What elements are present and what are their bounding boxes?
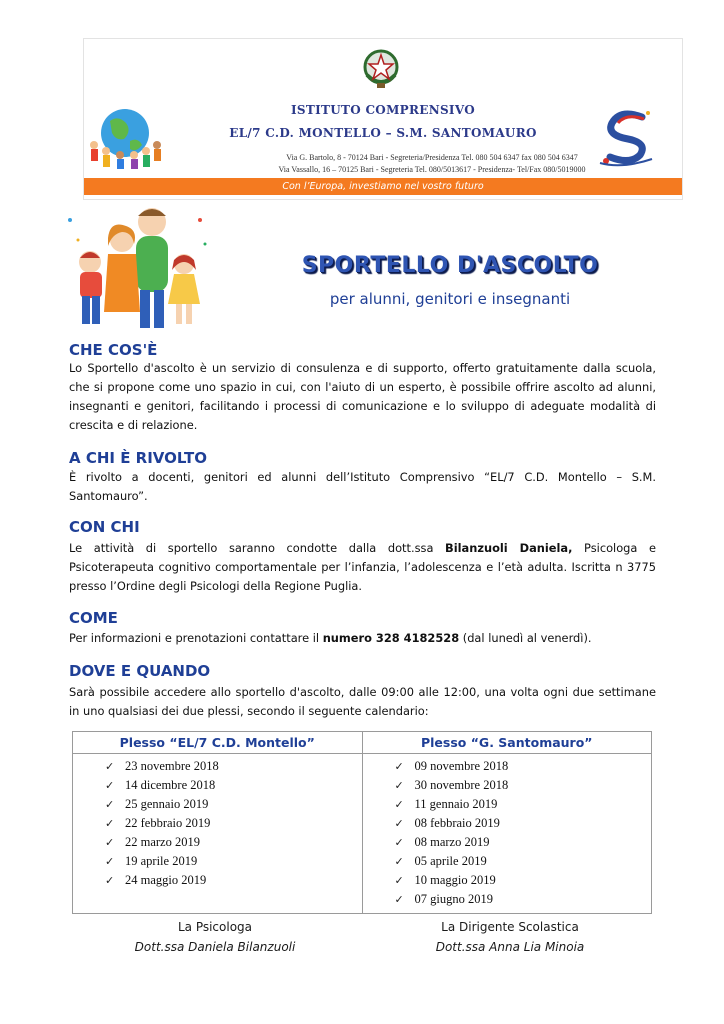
calendar-date-item [395,833,652,852]
calendar-date-item [105,795,362,814]
calendar-date: 30 novembre 2018 [414,778,509,792]
checkmark-icon: ✓ [394,817,404,830]
calendar-date-item [105,852,362,871]
text-come-part2: (dal lunedì al venerdì). [459,631,592,645]
calendar-date: 24 maggio 2019 [125,873,207,887]
page-title: SPORTELLO D'ASCOLTO [301,253,599,278]
checkmark-icon: ✓ [394,798,404,811]
calendar-date: 19 aprile 2019 [125,854,198,868]
checkmark-icon: ✓ [394,779,404,792]
calendar-header-santomauro: Plesso “G. Santomauro” [362,732,652,754]
text-con-chi [69,539,656,596]
heading-come: COME [69,609,118,627]
calendar-date: 08 febbraio 2019 [414,816,500,830]
text-a-chi: È rivolto a docenti, genitori ed alunni dell’Istituto Comprensivo “EL/7 C.D. Montello – S.M. Santomauro”. [69,470,656,503]
calendar-date: 11 gennaio 2019 [414,797,498,811]
calendar-date-item [105,757,362,776]
calendar-col-santomauro [362,754,652,914]
calendar-date: 23 novembre 2018 [125,759,219,773]
text-dove-quando: Sarà possibile accedere allo sportello d'ascolto, dalle 09:00 alle 12:00, una volta ogni due settimane in uno qualsiasi dei due plessi, secondo il seguente calendario: [69,685,656,718]
school-name-line1: ISTITUTO COMPRENSIVO [290,103,475,117]
heading-che-cose: CHE COS'È [69,341,158,359]
signature-left-role: La Psicologa [177,920,253,934]
text-con-chi-part1: Le attività di sportello saranno condotte dalla dott.ssa [69,541,446,555]
phone-number: numero 328 4182528 [322,631,460,645]
calendar-date-item [395,776,652,795]
address-line2: Via Vassallo, 16 – 70125 Bari - Segreteria Tel. 080/5013617 - Presidenza- Tel/Fax 080/5019000 [278,165,586,174]
address-line1: Via G. Bartolo, 8 - 70124 Bari - Segreteria/Presidenza Tel. 080 504 6347 fax 080 504 6347 [286,153,578,162]
letterhead [83,38,683,200]
checkmark-icon: ✓ [394,760,404,773]
montello-date-list [73,757,362,890]
text-come [69,629,656,648]
heading-dove-quando: DOVE E QUANDO [69,662,211,680]
checkmark-icon: ✓ [105,874,115,887]
checkmark-icon: ✓ [105,798,115,811]
checkmark-icon: ✓ [394,874,404,887]
signature-right-name: Dott.ssa Anna Lia Minoia [435,940,585,954]
family-illustration-icon [60,200,210,330]
calendar-date-item [395,814,652,833]
checkmark-icon: ✓ [105,779,115,792]
school-name-line2: EL/7 C.D. MONTELLO – S.M. SANTOMAURO [229,126,537,140]
psychologist-name: Bilanzuoli Daniela, [445,541,573,555]
calendar-header-montello: Plesso “EL/7 C.D. Montello” [73,732,363,754]
text-come-part1: Per informazioni e prenotazioni contattare il [69,631,323,645]
calendar-date-item [395,795,652,814]
calendar-date-item [105,871,362,890]
calendar-date-item [395,890,652,909]
calendar-date-item [395,871,652,890]
calendar-date-item [105,814,362,833]
calendar-date-item [395,852,652,871]
calendar-date-item [105,776,362,795]
calendar-date-item [105,833,362,852]
calendar-date: 10 maggio 2019 [414,873,496,887]
calendar-date: 05 aprile 2019 [414,854,487,868]
heading-con-chi: CON CHI [69,518,140,536]
checkmark-icon: ✓ [394,855,404,868]
checkmark-icon: ✓ [105,817,115,830]
calendar-date: 08 marzo 2019 [414,835,490,849]
text-che-cose: Lo Sportello d'ascolto è un servizio di consulenza e di supporto, offerto gratuitamente dalla scuola, che si propone come uno spazio in cui, con l'aiuto di un esperto, è possibile offrire ascolto ad alunni, insegnanti e genitori, facilitando i processi di comunicazione e lo sviluppo di adeguate modalità di crescita e di relazione. [69,361,656,432]
heading-a-chi: A CHI È RIVOLTO [69,449,207,467]
calendar-date: 25 gennaio 2019 [125,797,209,811]
calendar-col-montello [73,754,363,914]
page-subtitle: per alunni, genitori e insegnanti [329,290,571,308]
signature-right-role: La Dirigente Scolastica [441,920,579,934]
checkmark-icon: ✓ [105,855,115,868]
calendar-date-item [395,757,652,776]
signature-left-name: Dott.ssa Daniela Bilanzuoli [134,940,296,954]
calendar-date: 07 giugno 2019 [414,892,493,906]
checkmark-icon: ✓ [394,893,404,906]
calendar-date: 09 novembre 2018 [414,759,509,773]
santomauro-date-list [363,757,652,909]
calendar-date: 14 dicembre 2018 [125,778,216,792]
calendar-date: 22 marzo 2019 [125,835,200,849]
checkmark-icon: ✓ [394,836,404,849]
text-con-chi-part2: Psicologa e Psicoterapeuta cognitivo comportamentale per l’infanzia, l’adolescenza e l’età adulta. Iscritta n 3775 presso l’Ordine degli Psicologi della Regione Puglia. [69,541,656,593]
calendar-date: 22 febbraio 2019 [125,816,211,830]
italian-republic-emblem-icon [359,45,403,91]
checkmark-icon: ✓ [105,836,115,849]
calendar-table [72,731,652,914]
checkmark-icon: ✓ [105,760,115,773]
slogan-bar: Con l’Europa, investiamo nel vostro futuro [84,178,682,195]
